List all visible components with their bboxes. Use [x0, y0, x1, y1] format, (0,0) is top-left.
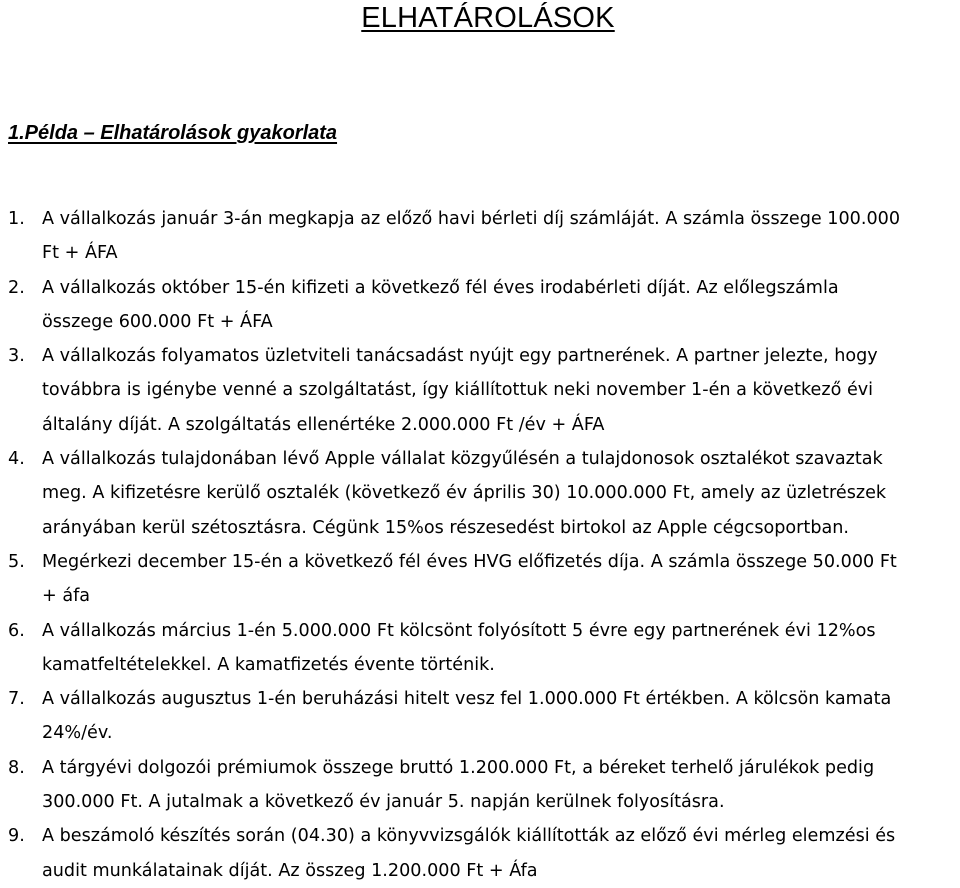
- item-text-line: A vállalkozás március 1-én 5.000.000 Ft kölcsönt folyósított 5 évre egy partnerének évi 12%os: [42, 620, 876, 641]
- item-text-line: kamatfeltételekkel. A kamatfizetés évente történik.: [42, 654, 495, 675]
- list-item: [0, 614, 960, 683]
- exercise-list: [0, 202, 960, 888]
- item-number: 6.: [8, 620, 25, 641]
- list-item: [0, 271, 960, 340]
- page-title: ELHATÁROLÁSOK: [361, 2, 615, 34]
- item-text-line: A beszámoló készítés során (04.30) a könyvvizsgálók kiállították az előző évi mérleg elemzési és: [42, 826, 896, 847]
- item-text-line: A vállalkozás folyamatos üzletviteli tanácsadást nyújt egy partnerének. A partner jelezte, hogy: [42, 346, 878, 367]
- item-number: 3.: [8, 346, 25, 367]
- item-text-line: A vállalkozás augusztus 1-én beruházási hitelt vesz fel 1.000.000 Ft értékben. A kölcsön kamata: [42, 689, 892, 710]
- item-text-line: A vállalkozás január 3-án megkapja az előző havi bérleti díj számláját. A számla összege 100.000: [42, 209, 901, 229]
- item-text-line: A vállalkozás tulajdonában lévő Apple vállalat közgyűlésén a tulajdonosok osztalékot szavaztak: [42, 449, 883, 470]
- list-item: [0, 339, 960, 442]
- item-text-line: A vállalkozás október 15-én kifizeti a következő fél éves irodabérleti díját. Az előlegszámla: [42, 277, 839, 298]
- item-text-line: Ft + ÁFA: [42, 243, 118, 264]
- item-text-line: általány díját. A szolgáltatás ellenértéke 2.000.000 Ft /év + ÁFA: [42, 414, 605, 435]
- item-number: 7.: [8, 689, 25, 710]
- item-text-line: továbbra is igénybe venné a szolgáltatást, így kiállítottuk neki november 1-én a következő évi: [42, 380, 874, 401]
- item-number: 1.: [8, 209, 25, 229]
- list-item: [0, 819, 960, 888]
- item-text-line: összege 600.000 Ft + ÁFA: [42, 311, 273, 332]
- item-number: 4.: [8, 449, 25, 470]
- item-number: 5.: [8, 551, 25, 572]
- list-item: [0, 682, 960, 751]
- item-text-line: Megérkezi december 15-én a következő fél éves HVG előfizetés díja. A számla összege 50.000 Ft: [42, 551, 897, 572]
- item-text-line: 24%/év.: [42, 723, 113, 744]
- list-item: [0, 202, 960, 271]
- item-text-line: audit munkálatainak díját. Az összeg 1.200.000 Ft + Áfa: [42, 860, 538, 881]
- list-item: [0, 545, 960, 614]
- item-number: 2.: [8, 277, 25, 298]
- item-text-line: arányában kerül szétosztásra. Cégünk 15%os részesedést birtokol az Apple cégcsoportban.: [42, 517, 850, 538]
- item-text-line: + áfa: [42, 586, 91, 607]
- item-text-line: A tárgyévi dolgozói prémiumok összege bruttó 1.200.000 Ft, a béreket terhelő járulékok pedig: [42, 757, 875, 778]
- item-text-line: 300.000 Ft. A jutalmak a következő év január 5. napján kerülnek folyosításra.: [42, 792, 725, 813]
- item-text-line: meg. A kifizetésre kerülő osztalék (következő év április 30) 10.000.000 Ft, amely az üzletrészek: [42, 483, 887, 504]
- list-item: [0, 751, 960, 820]
- item-number: 8.: [8, 757, 25, 778]
- list-item: [0, 442, 960, 545]
- section-subtitle: 1.Példa – Elhatárolások gyakorlata: [8, 122, 338, 144]
- item-number: 9.: [8, 826, 25, 847]
